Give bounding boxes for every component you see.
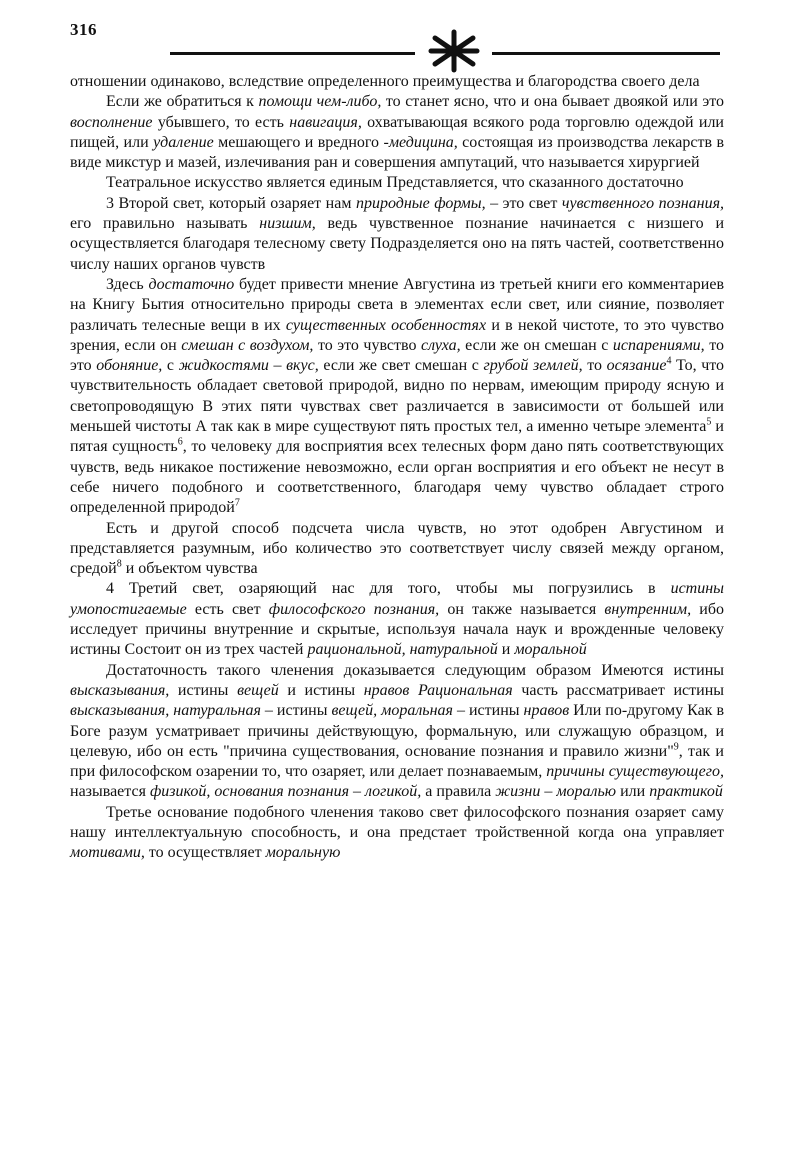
header-rule-right [492,52,720,55]
page-header [70,8,720,72]
text-run: То, что чувствительность обладает световой природой, видно по нервам, имеющим природу ясную и светопроводящую В этих пяти чувствах свет различается в зависимости от большей или меньшей чистоты А так как в мире существуют пять простых тел, а именно четыре элемента [70,357,725,436]
text-run: он также называется [439,600,605,618]
text-run: то осуществляет [144,844,266,862]
italic-term: вещей, моральная [331,702,453,720]
italic-term: низшим, [259,215,316,233]
text-run: и пятая сущность [70,418,724,456]
italic-term: природные формы, [355,194,486,212]
footnote-ref: 9 [673,741,679,753]
italic-term: медицина, [388,133,458,151]
italic-term: высказывания, [70,681,170,699]
text-run: убывшего, то есть [152,113,290,131]
text-run: Если же обратиться к [106,93,259,111]
italic-term: нравов Рациональная [363,681,513,699]
text-run: Третье основание подобного членения таково свет философского познания озаряет саму нашу интеллектуальную способность, и она предстает тройственной когда она управляет [70,803,724,841]
text-run: часть рассматривает истины [512,681,725,699]
text-run: состоящая из производства лекарств в виде микстур и мазей, излечивания ран и совершения ампутаций, что называется хирургией [70,133,725,172]
text-run: – истины [260,702,332,720]
text-run: 4 Третий свет, озаряющий нас для того, чтобы мы погрузились в [106,580,671,598]
paragraph [70,92,724,173]
footnote-ref: 5 [706,416,712,428]
text-run: Театральное искусство является единым Представляется, что сказанного достаточно [106,174,684,192]
paragraph [70,803,724,864]
text-run: будет привести мнение Августина из третьей книги его комментариев на Книгу Бытия относительно природы света в элементах если свет, или сияние, позволяет различать телесные вещи в их [70,275,725,334]
italic-term: достаточно [148,275,235,293]
text-run: то станет ясно, что и она бывает двоякой или это [381,93,724,111]
header-rule-left [170,52,415,55]
text-run: и истины [278,681,364,699]
italic-term: вещей [237,681,279,699]
italic-term: восполнение [70,113,153,131]
footnote-ref: 6 [177,437,183,449]
text-run: то это чувство [313,336,421,354]
page-number: 316 [70,20,97,39]
italic-term: моральной [514,641,587,659]
italic-term: существенных особенностях [285,316,487,334]
italic-term: смешан с воздухом, [181,336,314,354]
italic-term: высказывания, натуральная [70,702,261,720]
text-run: – истины [452,702,524,720]
text-run: Или по-другому Как в Боге разум усматривает причины действующую, формальную, или служащую образцом, и целевую, ибо он есть "причина существования, основание познания и правило жизни" [70,702,725,760]
italic-term: жизни – моралью [495,783,617,801]
italic-term: жидкостями – вкус, [178,357,319,375]
italic-term: внутренним, [604,600,692,618]
text-run: отношении одинаково, вследствие определенного преимущества и благородства своего дела [70,73,700,90]
text-run: – это свет [485,194,562,212]
text-run: мешающего и вредного - [213,133,389,151]
paragraph [70,579,724,660]
italic-term: грубой землей, [483,357,583,375]
text-run: и в некой чистоте, то это чувство зрения, если он [70,316,724,354]
text-run: 3 Второй свет, который озаряет нам [106,194,356,212]
footnote-ref: 4 [666,355,672,367]
italic-term: нравов [523,702,570,720]
italic-term: истины умопостигаемые [70,580,724,618]
italic-term: осязание [606,357,667,375]
italic-term: философского познания, [268,600,440,618]
text-run: его правильно называть [70,215,260,233]
text-run: Здесь [106,275,149,293]
text-run: а правила [421,783,496,801]
asterisk-ornament-icon [421,26,487,76]
italic-term: физикой, основания познания – логикой, [149,783,422,801]
italic-term: причины существующего, [546,763,725,781]
italic-term: мотивами, [70,844,145,862]
text-run: ибо исследует причины внутренние и скрытые, используя начала наук и врожденные человеку истины Состоит он из трех частей [70,600,724,659]
footnote-ref: 8 [116,558,122,570]
italic-term: рациональной, натуральной [307,641,498,659]
paragraph [70,519,724,580]
italic-term: чувственного познания, [561,194,724,212]
italic-term: испарениями, [612,336,705,354]
text-run: если же свет смешан с [318,357,484,375]
italic-term: обоняние, [96,357,163,375]
paragraph [70,661,724,803]
text-run: Есть и другой способ подсчета числа чувств, но этот одобрен Августином и представляется разумным, ибо количество это соответствует числу связей между органом, средой [70,519,724,578]
text-run: ведь чувственное познание начинается с низшего и осуществляется благодаря телесному свету Подразделяется оно на пять частей, соответственно числу наших органов чувств [70,215,725,273]
italic-term: навигация, [289,113,362,131]
paragraph [70,72,724,92]
italic-term: помощи чем-либо, [258,93,382,111]
text-run: , то человеку для восприятия всех телесных форм дано пять соответствующих чувств, ведь никакое постижение невозможно, если орган восприятия и его объект не несут в себе ничего подобного и соответственного, благодаря чему чувство обладает строго определенной природой [70,438,724,517]
text-run: истины [169,681,238,699]
text-run: или [616,783,650,801]
text-run: с [162,357,179,375]
italic-term: практикой [649,783,723,801]
text-run: то [582,357,607,375]
body-text [70,72,724,864]
italic-term: моральную [265,844,341,862]
footnote-ref: 7 [234,497,240,509]
paragraph [70,275,724,519]
text-run: есть свет [186,600,269,618]
italic-term: слуха, [421,336,461,354]
text-run: называется [70,783,150,801]
text-run: и объектом чувства [121,560,258,578]
paragraph [70,173,724,193]
text-run: , так и при философском озарении то, что озаряет, или делает познаваемым, [70,742,724,781]
text-run: и [497,641,515,659]
paragraph [70,194,724,275]
text-run: Достаточность такого членения доказывается следующим образом Имеются истины [106,661,724,679]
italic-term: удаление [153,133,214,151]
text-run: охватывающая всякого рода торговлю одеждой или пищей, или [70,113,724,151]
text-run: то это [70,336,724,375]
text-run: если же он смешан с [460,336,613,354]
